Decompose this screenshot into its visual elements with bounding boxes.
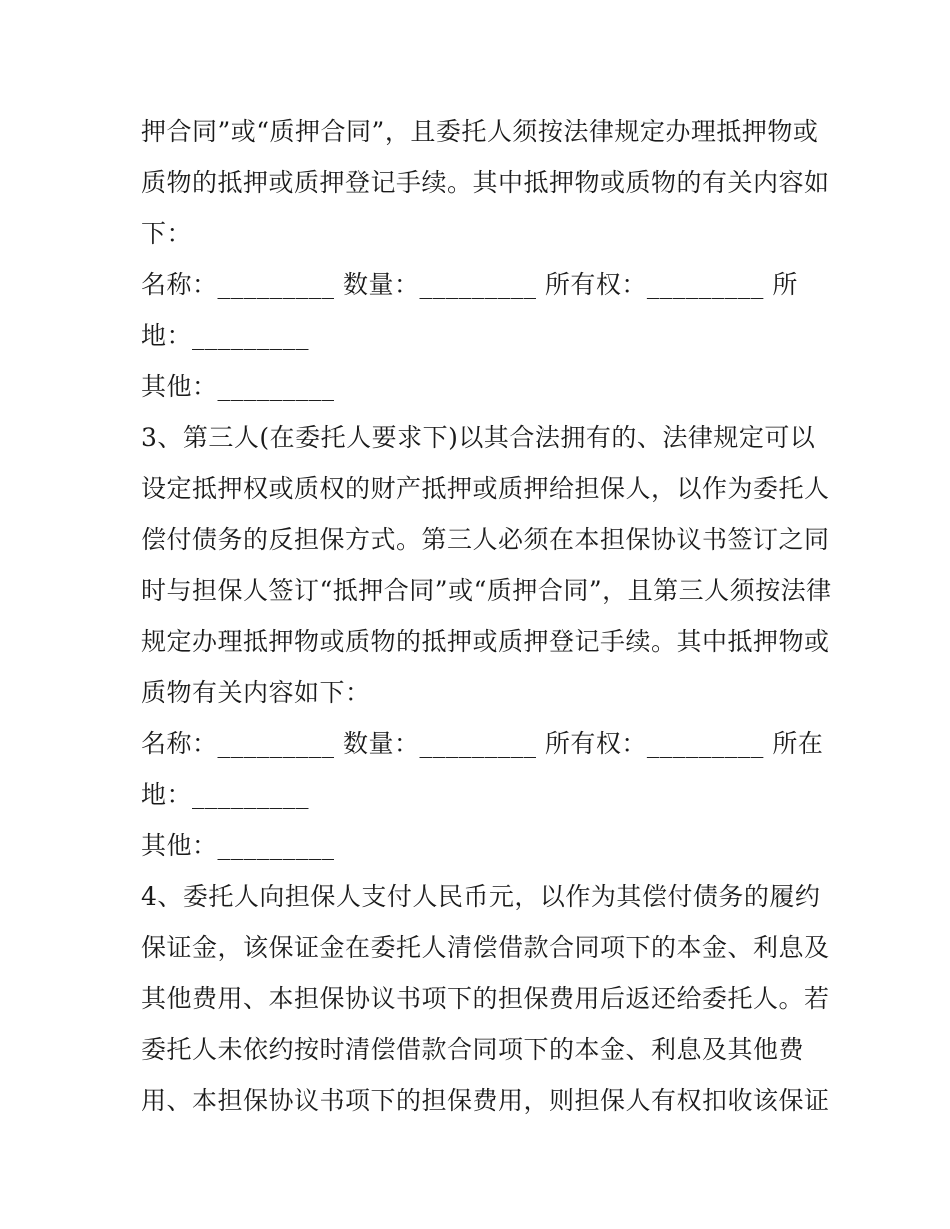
- text-line: 押合同”或“质押合同”，且委托人须按法律规定办理抵押物或: [141, 117, 819, 146]
- form-field-line: 地：_________: [141, 780, 310, 809]
- text-line: 保证金，该保证金在委托人清偿借款合同项下的本金、利息及: [141, 933, 830, 962]
- text-line: 质物有关内容如下：: [141, 678, 371, 707]
- form-field-line: 地：_________: [141, 321, 310, 350]
- text-line: 下：: [141, 219, 193, 248]
- text-line: 质物的抵押或质押登记手续。其中抵押物或质物的有关内容如: [141, 168, 830, 197]
- form-field-line: 其他：_________: [141, 372, 335, 401]
- text-line: 时与担保人签订“抵押合同”或“质押合同”，且第三人须按法律: [141, 576, 832, 605]
- text-line: 委托人未依约按时清偿借款合同项下的本金、利息及其他费: [141, 1035, 805, 1064]
- form-field-line: 其他：_________: [141, 831, 335, 860]
- text-line: 用、本担保协议书项下的担保费用，则担保人有权扣收该保证: [141, 1086, 830, 1115]
- document-body: [141, 106, 832, 1126]
- clause-heading-line: 4、委托人向担保人支付人民币元，以作为其偿付债务的履约: [141, 882, 821, 911]
- clause-heading-line: 3、第三人(在委托人要求下)以其合法拥有的、法律规定可以: [141, 423, 816, 452]
- form-field-line: 名称：_________ 数量：_________ 所有权：_________ 所在: [141, 729, 824, 758]
- form-field-line: 名称：_________ 数量：_________ 所有权：_________ 所: [141, 270, 798, 299]
- text-line: 其他费用、本担保协议书项下的担保费用后返还给委托人。若: [141, 984, 830, 1013]
- text-line: 设定抵押权或质权的财产抵押或质押给担保人，以作为委托人: [141, 474, 830, 503]
- text-line: 规定办理抵押物或质物的抵押或质押登记手续。其中抵押物或: [141, 627, 830, 656]
- text-line: 偿付债务的反担保方式。第三人必须在本担保协议书签订之同: [141, 525, 830, 554]
